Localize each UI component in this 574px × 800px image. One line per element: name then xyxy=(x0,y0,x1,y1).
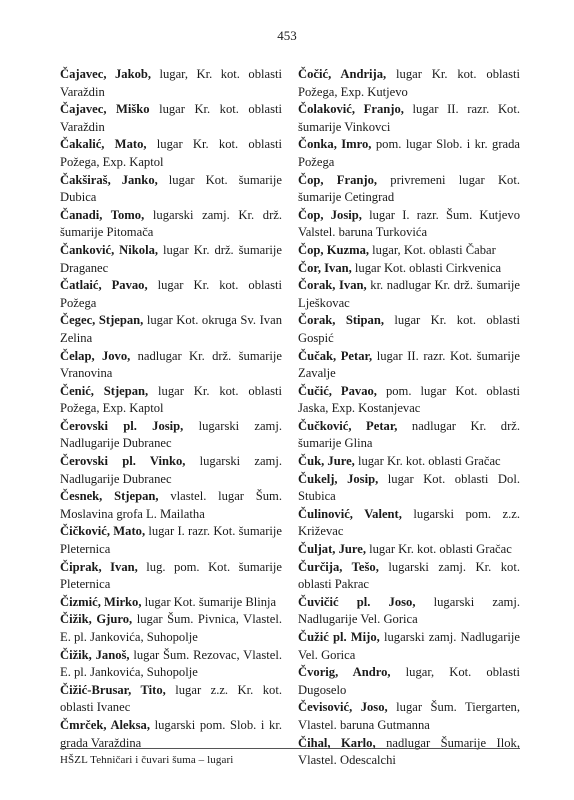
entry-name: Čop, Kuzma, xyxy=(298,242,370,257)
entry-description: lugar Kr. kot. oblasti Varaždin xyxy=(60,102,282,134)
directory-entry xyxy=(60,242,282,277)
entry-description: lugar I. razr. Šum. Kutjevo Valstel. baruna Turkovića xyxy=(298,207,520,240)
entry-description: lugar I. razr. Kot. šumarije Pleternica xyxy=(60,524,282,557)
entry-description: lugar Kot. oblasti Dol. Stubica xyxy=(298,471,520,504)
directory-entry xyxy=(298,101,520,136)
entry-name: Čelap, Jovo, xyxy=(60,348,131,363)
entries-columns xyxy=(60,66,520,770)
left-column xyxy=(60,66,282,770)
directory-entry xyxy=(298,629,520,664)
directory-entry xyxy=(60,559,282,594)
entry-name: Čevisović, Joso, xyxy=(298,700,388,715)
directory-entry xyxy=(298,453,520,471)
directory-entry xyxy=(60,172,282,207)
entry-description: lugarski pom. Slob. i kr. grada Varaždina xyxy=(60,717,283,750)
directory-entry xyxy=(60,523,282,558)
directory-entry xyxy=(298,541,520,559)
entry-name: Čakalić, Mato, xyxy=(60,137,147,152)
directory-entry xyxy=(60,348,282,383)
entry-description: lugar Šum. Pivnica, Vlastel. E. pl. Jankovića, Suhopolje xyxy=(60,612,282,644)
directory-entry xyxy=(60,647,282,682)
entry-description: lugar Kot. okruga Sv. Ivan Zelina xyxy=(60,313,282,345)
entry-name: Čor, Ivan, xyxy=(298,260,352,275)
entry-description: lugar Kot. šumarije Dubica xyxy=(60,172,282,205)
entry-description: lugarski zamj. Nadlugarije Vel. Gorica xyxy=(298,630,520,662)
entry-description: lugar Kot. oblasti Cirkvenica xyxy=(351,260,502,275)
directory-entry xyxy=(298,383,520,418)
directory-entry xyxy=(298,172,520,207)
directory-entry xyxy=(298,66,520,101)
entry-name: Česnek, Stjepan, xyxy=(60,489,159,504)
directory-entry xyxy=(298,699,520,734)
entry-name: Čihal, Karlo, xyxy=(298,735,376,750)
directory-entry xyxy=(60,682,282,717)
directory-entry xyxy=(60,488,282,523)
entry-name: Čerovski pl. Vinko, xyxy=(60,454,186,469)
entry-description: lugarski zamj. Nadlugarije Vel. Gorica xyxy=(298,594,520,627)
directory-entry xyxy=(298,735,520,770)
entry-description: lugar z.z. Kr. kot. oblasti Ivanec xyxy=(60,682,282,715)
entry-description: pom. lugar Kot. oblasti Jaska, Exp. Kostanjevac xyxy=(298,383,520,416)
entry-description: lugarski pom. z.z. Križevac xyxy=(298,506,520,539)
entry-description: lugar Kr. kot. oblasti Gospić xyxy=(298,313,520,345)
entry-description: lugarski zamj. Nadlugarije Dubranec xyxy=(60,454,282,486)
entry-name: Čonka, Imro, xyxy=(298,137,372,152)
entry-description: lugar Kr. kot. oblasti Požega xyxy=(60,278,282,310)
entry-description: lugar Šum. Rezovac, Vlastel. E. pl. Jankovića, Suhopolje xyxy=(60,647,282,680)
entry-description: lugar Kr. kot. oblasti Požega, Exp. Kaptol xyxy=(60,383,282,416)
entry-name: Čučak, Petar, xyxy=(298,348,373,363)
entry-description: lugar Kr. kot. oblasti Požega, Exp. Kaptol xyxy=(60,137,282,169)
entry-name: Čmrček, Aleksa, xyxy=(60,717,150,732)
entry-description: lugarski zamj. Kr. kot. oblasti Pakrac xyxy=(298,559,520,592)
directory-entry xyxy=(298,136,520,171)
directory-entry xyxy=(298,418,520,453)
directory-entry xyxy=(298,471,520,506)
directory-entry xyxy=(298,277,520,312)
entry-description: lugar Kr. kot. oblasti Gračac xyxy=(365,542,512,557)
footer-text: HŠZL Tehničari i čuvari šuma – lugari xyxy=(60,754,234,766)
entry-name: Čanadi, Tomo, xyxy=(60,207,145,222)
entry-name: Čop, Josip, xyxy=(298,207,362,222)
entry-name: Čurčija, Tešo, xyxy=(298,559,379,574)
entry-description: lug. pom. Kot. šumarije Pleternica xyxy=(60,559,282,592)
directory-entry xyxy=(298,260,520,278)
entry-description: nadlugar Šumarije Ilok, Vlastel. Odescalchi xyxy=(298,735,520,768)
directory-entry xyxy=(60,66,282,101)
directory-entry xyxy=(60,383,282,418)
entry-name: Čižik, Gjuro, xyxy=(60,612,133,627)
directory-entry xyxy=(298,506,520,541)
page-number: 453 xyxy=(277,28,297,43)
directory-entry xyxy=(60,418,282,453)
directory-entry xyxy=(60,101,282,136)
entry-description: lugar, Kot. oblasti Dugoselo xyxy=(298,665,520,697)
directory-entry xyxy=(298,348,520,383)
entry-description: nadlugar Kr. drž. šumarije Glina xyxy=(298,418,520,451)
entry-description: lugarski zamj. Kr. drž. šumarije Pitomača xyxy=(60,207,282,240)
entry-name: Čižik, Janoš, xyxy=(60,647,130,662)
entry-name: Čučković, Petar, xyxy=(298,418,398,433)
entry-description: lugar Šum. Tiergarten, Vlastel. baruna Gutmanna xyxy=(298,700,520,732)
entry-name: Čuk, Jure, xyxy=(298,454,355,469)
entry-name: Čulinović, Valent, xyxy=(298,506,402,521)
directory-entry xyxy=(60,453,282,488)
entry-description: kr. nadlugar Kr. drž. šumarije Lješkovac xyxy=(298,278,520,310)
directory-entry xyxy=(60,611,282,646)
entry-description: lugarski zamj. Nadlugarije Dubranec xyxy=(60,418,283,451)
entry-name: Čiprak, Ivan, xyxy=(60,559,138,574)
entry-name: Čuvičić pl. Joso, xyxy=(298,594,416,609)
entry-description: lugar, Kr. kot. oblasti Varaždin xyxy=(60,67,282,99)
entry-name: Čukelj, Josip, xyxy=(298,471,379,486)
entry-description: lugar Kot. šumarije Blinja xyxy=(141,594,277,609)
directory-entry xyxy=(298,664,520,699)
entry-name: Čakširaš, Janko, xyxy=(60,172,158,187)
directory-entry xyxy=(60,207,282,242)
directory-entry xyxy=(60,277,282,312)
entry-name: Čučić, Pavao, xyxy=(298,383,377,398)
directory-entry xyxy=(60,717,282,752)
entry-description: lugar II. razr. Kot. šumarije Zavalje xyxy=(298,348,520,381)
entry-name: Čajavec, Jakob, xyxy=(60,67,152,81)
entry-name: Čop, Franjo, xyxy=(298,172,378,187)
entry-description: lugar II. razr. Kot. šumarije Vinkovci xyxy=(298,102,520,134)
entry-name: Čorak, Ivan, xyxy=(298,278,367,293)
entry-name: Čorak, Stipan, xyxy=(298,313,384,328)
entry-description: nadlugar Kr. drž. šumarije Vranovina xyxy=(60,348,282,381)
entry-description: lugar Kr. kot. oblasti Gračac xyxy=(354,454,501,469)
directory-entry xyxy=(60,136,282,171)
entry-name: Čužić pl. Mijo, xyxy=(298,630,380,644)
footer-divider xyxy=(60,748,520,749)
entry-description: lugar Kr. drž. šumarije Draganec xyxy=(60,242,282,275)
directory-entry xyxy=(60,594,282,612)
entry-description: pom. lugar Slob. i kr. grada Požega xyxy=(298,137,520,169)
directory-entry xyxy=(298,242,520,260)
entry-name: Čenić, Stjepan, xyxy=(60,383,149,398)
entry-description: lugar, Kot. oblasti Čabar xyxy=(369,242,496,257)
entry-name: Čizmić, Mirko, xyxy=(60,594,142,609)
entry-name: Čočić, Andrija, xyxy=(298,67,387,81)
directory-entry xyxy=(298,312,520,347)
entry-description: lugar Kr. kot. oblasti Požega, Exp. Kutjevo xyxy=(298,67,520,99)
entry-name: Čičković, Mato, xyxy=(60,524,146,539)
directory-entry xyxy=(298,207,520,242)
right-column xyxy=(298,66,520,770)
entry-name: Čatlaić, Pavao, xyxy=(60,278,148,293)
directory-entry xyxy=(298,594,520,629)
directory-entry xyxy=(60,312,282,347)
directory-entry xyxy=(298,559,520,594)
entry-name: Čvorig, Andro, xyxy=(298,665,391,680)
entry-name: Čajavec, Miško xyxy=(60,102,150,117)
entry-description: privremeni lugar Kot. šumarije Cetingrad xyxy=(298,172,520,205)
entry-name: Čegec, Stjepan, xyxy=(60,313,144,328)
entry-name: Čerovski pl. Josip, xyxy=(60,418,184,433)
entry-name: Čolaković, Franjo, xyxy=(298,102,404,117)
entry-name: Čuljat, Jure, xyxy=(298,542,366,557)
entry-description: vlastel. lugar Šum. Moslavina grofa L. Mailatha xyxy=(60,489,282,521)
entry-name: Čižić-Brusar, Tito, xyxy=(60,682,166,697)
entry-name: Čanković, Nikola, xyxy=(60,242,159,257)
